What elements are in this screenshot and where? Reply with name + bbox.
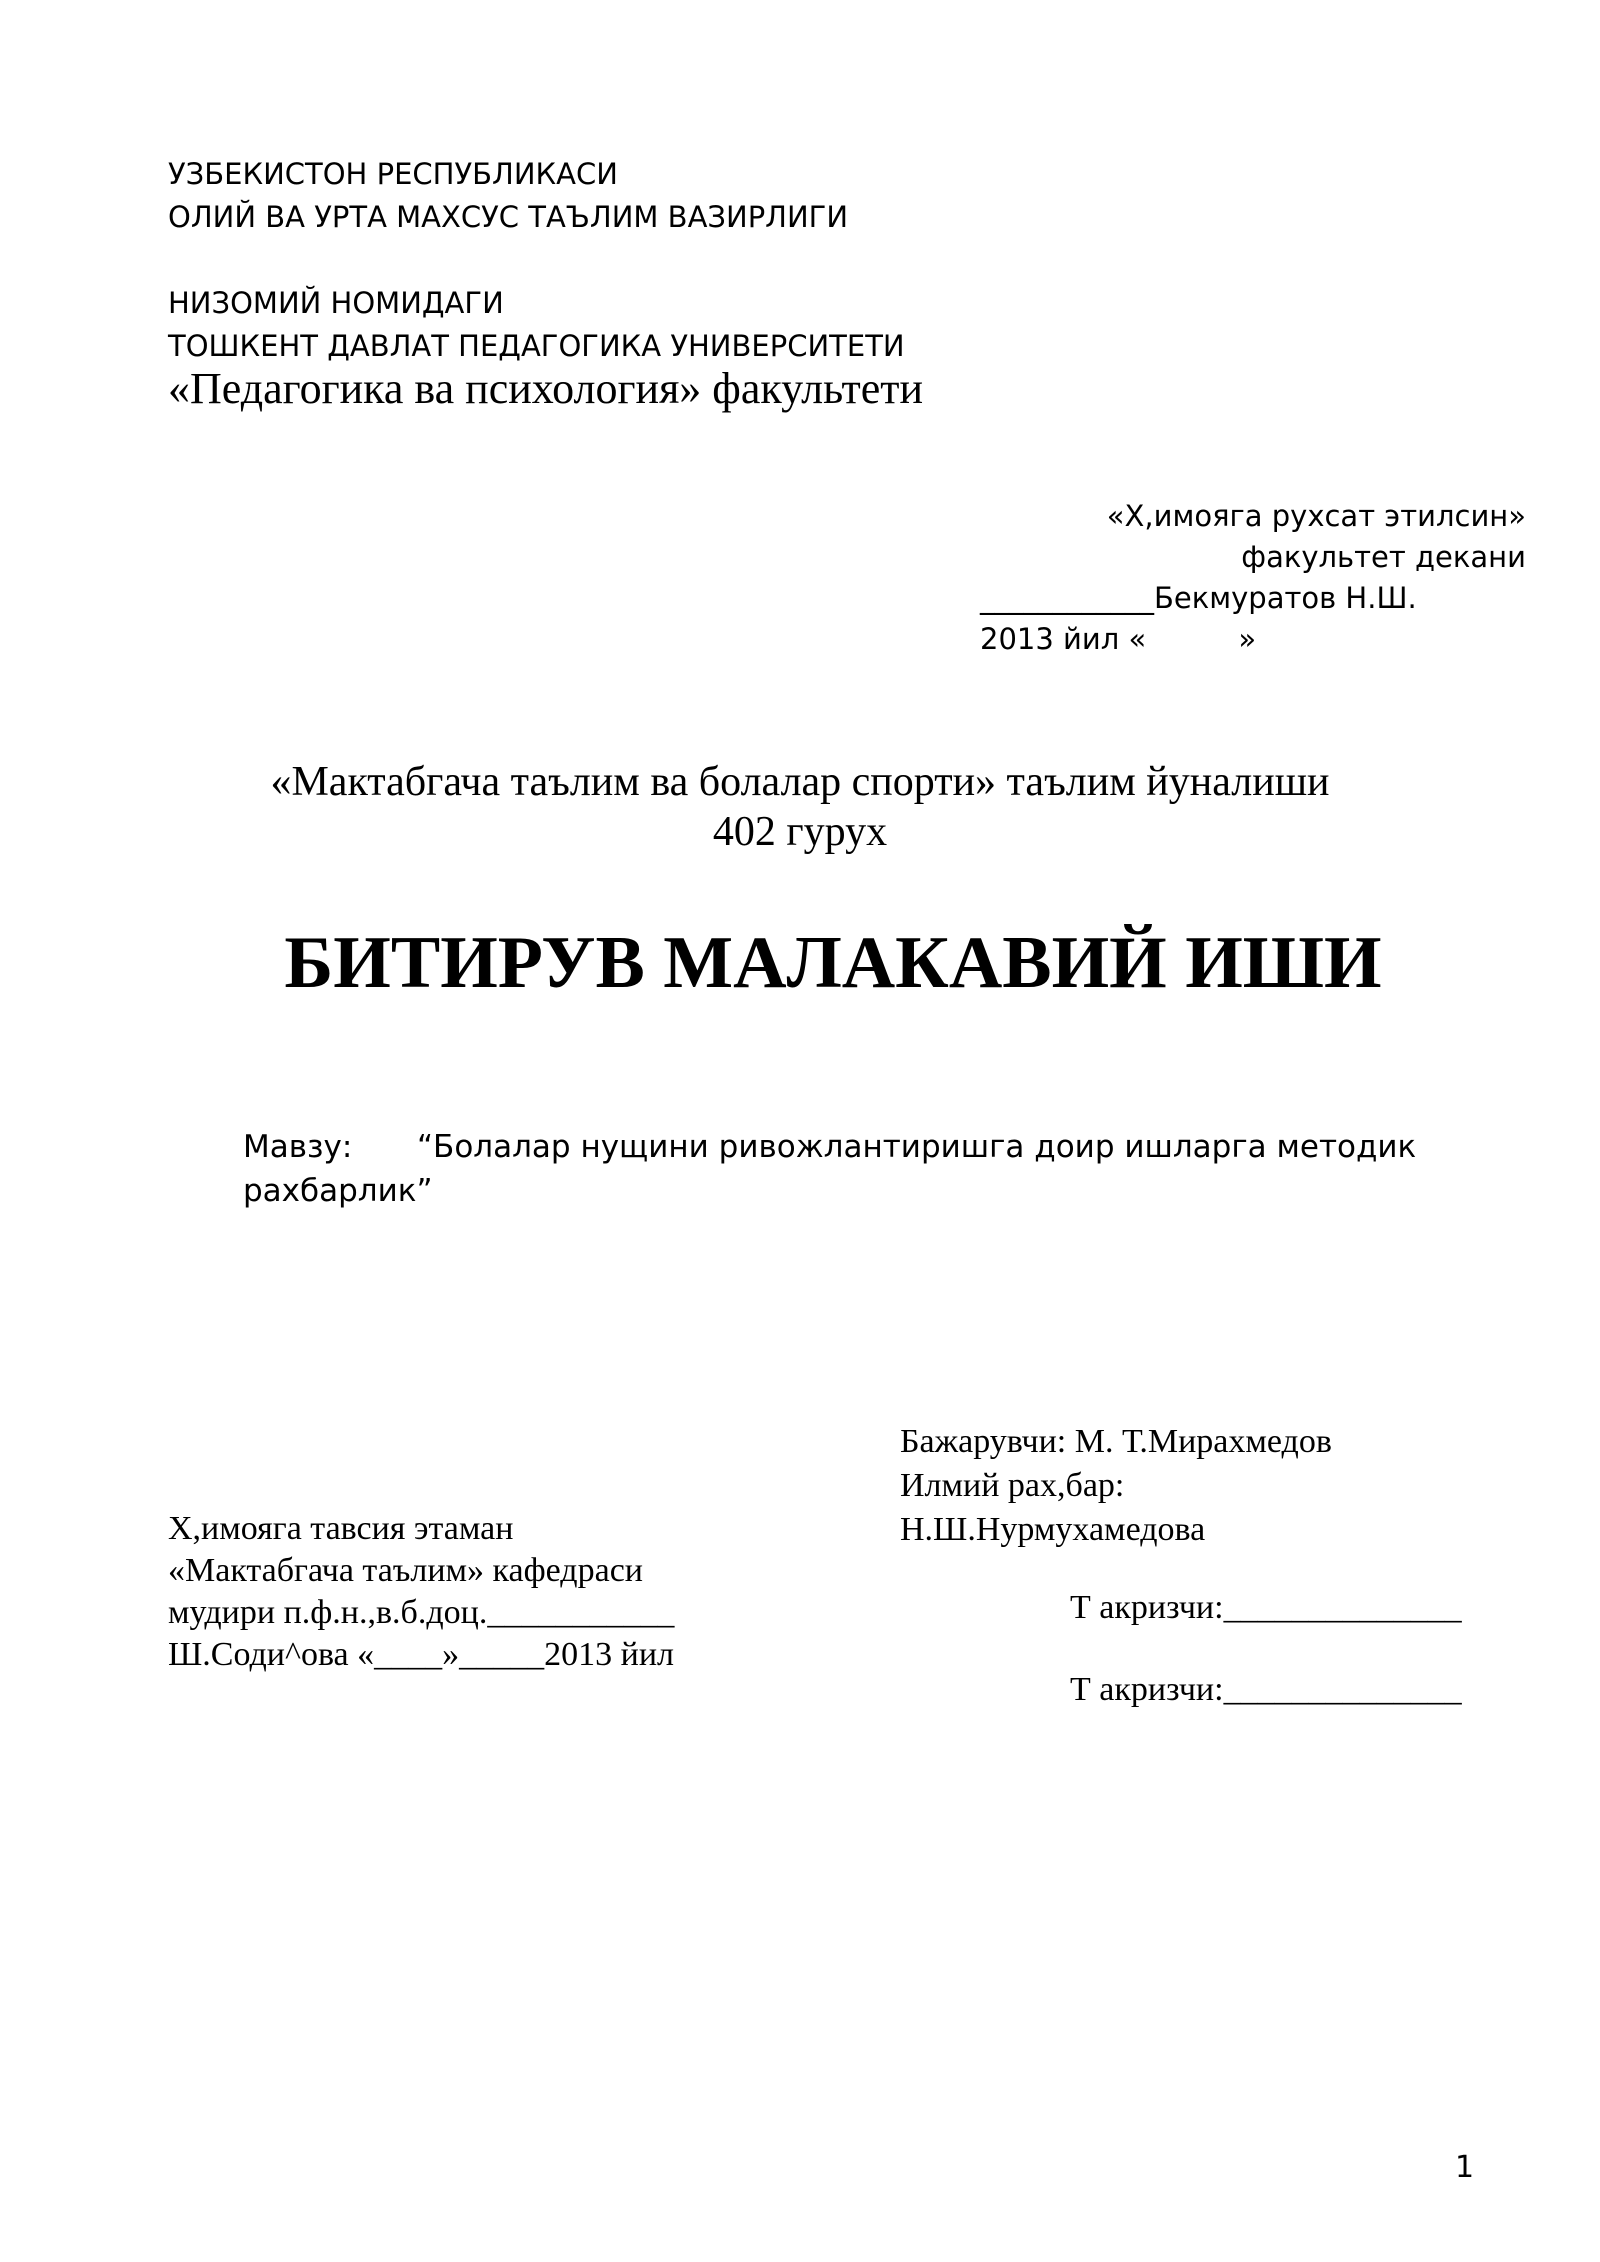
approval-title: «Х,имояга рухсат этилсин» (1106, 499, 1526, 533)
study-direction (0, 757, 1600, 857)
recommendation-line4: Ш.Соди^ова «____»_____2013 йил (168, 1636, 674, 1673)
recommendation-line2: «Мактабгача таълим» кафедраси (168, 1552, 643, 1589)
approval-signature: ____________Бекмуратов Н.Ш. (980, 581, 1417, 615)
university-header (168, 282, 905, 368)
recommendation-block (168, 1508, 674, 1676)
group-number: 402 гурух (712, 809, 888, 855)
executor-block (900, 1420, 1332, 1552)
approval-dean: факультет декани (1241, 540, 1526, 574)
direction-name: «Мактабгача таълим ва болалар спорти» таълим йуналиши (270, 759, 1330, 805)
supervisor-name: Н.Ш.Нурмухамедова (900, 1511, 1206, 1548)
republic-line: УЗБЕКИСТОН РЕСПУБЛИКАСИ (168, 157, 618, 191)
reviewer-1: Т акризчи:______________ (1070, 1589, 1462, 1626)
faculty-name: «Педагогика ва психология» факультети (168, 364, 924, 413)
page-number: 1 (1455, 2150, 1475, 2185)
approval-block (980, 496, 1526, 660)
theme-block (243, 1125, 1443, 1213)
ministry-header (168, 153, 848, 239)
university-line: ТОШКЕНТ ДАВЛАТ ПЕДАГОГИКА УНИВЕРСИТЕТИ (168, 329, 905, 363)
recommendation-line3: мудири п.ф.н.,в.б.доц.___________ (168, 1594, 675, 1631)
named-after-line: НИЗОМИЙ НОМИДАГИ (168, 286, 504, 320)
supervisor-label: Илмий рах,бар: (900, 1467, 1125, 1504)
reviewer-2: Т акризчи:______________ (1070, 1671, 1462, 1708)
approval-date: 2013 йил « » (980, 622, 1257, 656)
ministry-line: ОЛИЙ ВА УРТА МАХСУС ТАЪЛИМ ВАЗИРЛИГИ (168, 200, 849, 234)
theme-text: “Болалар нущини ривожлантиришга доир ишларга методик рахбарлик” (243, 1129, 1417, 1209)
document-title: БИТИРУВ МАЛАКАВИЙ ИШИ (284, 922, 1382, 1004)
theme-label: Мавзу: (243, 1129, 353, 1165)
executor-line: Бажарувчи: М. Т.Мирахмедов (900, 1423, 1332, 1460)
recommendation-line1: Х,имояга тавсия этаман (168, 1510, 514, 1547)
